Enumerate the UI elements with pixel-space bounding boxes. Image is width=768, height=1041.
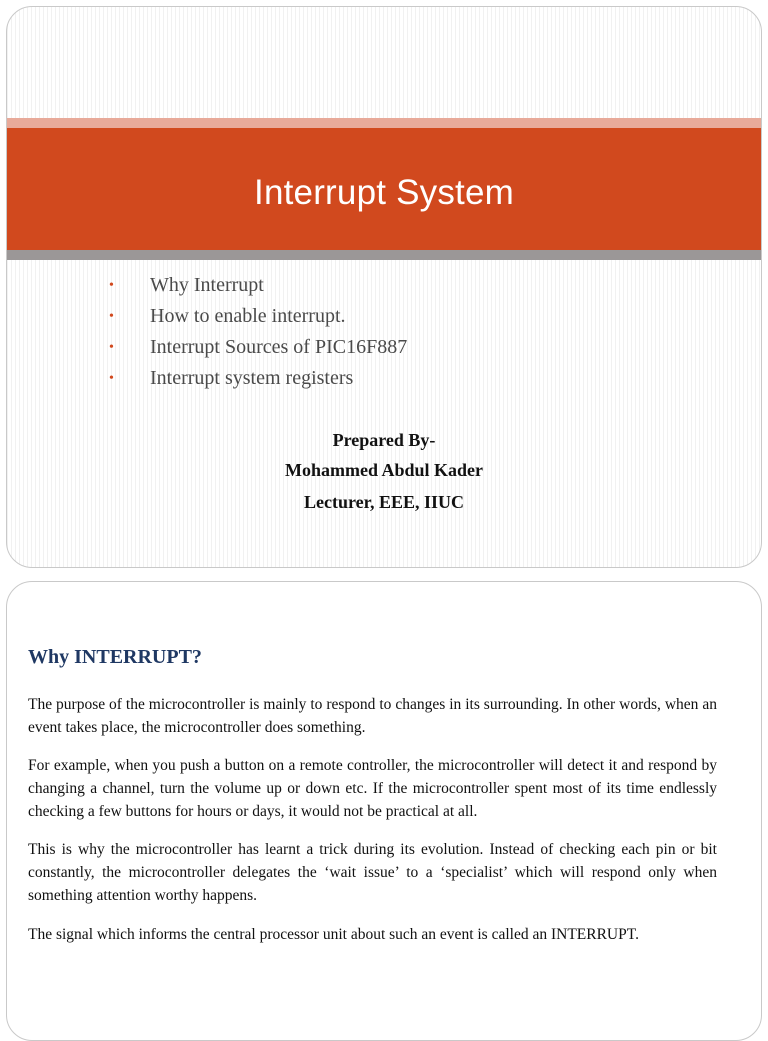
bullet-icon: •	[109, 309, 114, 324]
bullet-icon: •	[109, 340, 114, 355]
bullet-icon: •	[109, 278, 114, 293]
bullet-icon: •	[109, 371, 114, 386]
title-band	[7, 128, 761, 250]
list-item	[107, 301, 407, 332]
paragraph: The purpose of the microcontroller is mainly to respond to changes in its surrounding. In other words, when an event takes place, the microcontroller does something.	[28, 696, 717, 736]
bullet-text: Why Interrupt	[150, 274, 264, 296]
paragraph: The signal which informs the central processor unit about such an event is called an INTERRUPT.	[28, 926, 639, 943]
bullet-text: Interrupt system registers	[150, 367, 354, 389]
prepared-by-label: Prepared By-	[332, 430, 436, 450]
author-affiliation: Lecturer, EEE, IIUC	[303, 492, 464, 512]
list-item	[107, 270, 407, 301]
paragraph: For example, when you push a button on a remote controller, the microcontroller will detect it and respond by changing a channel, turn the volume up or down etc. If the microcontroller spent most of its time endlessly checking a few buttons for hours or days, it would not be practical at all.	[28, 757, 717, 820]
list-item	[107, 332, 407, 363]
title-slide	[6, 6, 762, 568]
slide-title: Interrupt System	[254, 173, 514, 212]
bullet-text: Interrupt Sources of PIC16F887	[150, 336, 408, 358]
author-name: Mohammed Abdul Kader	[284, 460, 484, 480]
title-accent-band-top	[7, 118, 761, 128]
content-slide	[6, 581, 762, 1041]
section-heading: Why INTERRUPT?	[28, 646, 202, 668]
list-item	[107, 363, 407, 394]
paragraph: This is why the microcontroller has learnt a trick during its evolution. Instead of checking each pin or bit constantly, the microcontroller delegates the ‘wait issue’ to a ‘specialist’ which will respond only when something attention worthy happens.	[28, 841, 717, 904]
topic-list	[107, 270, 407, 394]
bullet-text: How to enable interrupt.	[150, 305, 346, 327]
title-accent-band-bottom	[7, 250, 761, 260]
